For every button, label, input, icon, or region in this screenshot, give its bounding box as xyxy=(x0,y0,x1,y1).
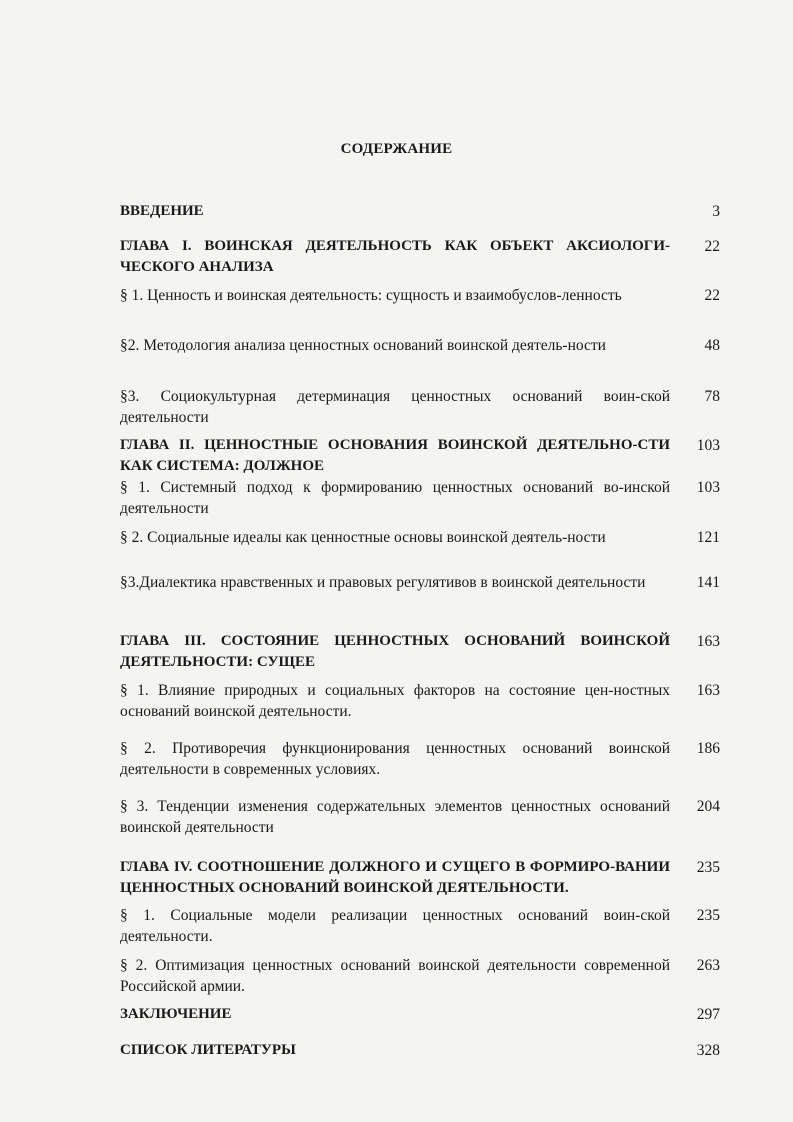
toc-page-number: 163 xyxy=(696,682,720,699)
toc-entry-text: ГЛАВА I. ВОИНСКАЯ ДЕЯТЕЛЬНОСТЬ КАК ОБЪЕКТ АКСИОЛОГИ-ЧЕСКОГО АНАЛИЗА xyxy=(120,238,670,275)
toc-entry-chapter-3 xyxy=(120,631,720,673)
toc-page-number: 235 xyxy=(696,859,720,876)
page-title: СОДЕРЖАНИЕ xyxy=(340,141,453,157)
toc-entry-text: § 3. Тенденции изменения содержательных элементов ценностных оснований воинской деятельности xyxy=(120,798,670,836)
toc-page-number: 297 xyxy=(696,1006,720,1023)
toc-entry-conclusion xyxy=(120,1004,720,1025)
toc-page-number: 328 xyxy=(696,1042,720,1059)
toc-entry-section-4-1 xyxy=(120,905,720,947)
toc-entry-text: ГЛАВА III. СОСТОЯНИЕ ЦЕННОСТНЫХ ОСНОВАНИЙ ВОИНСКОЙ ДЕЯТЕЛЬНОСТИ: СУЩЕЕ xyxy=(120,633,670,670)
toc-entry-section-2-3 xyxy=(120,572,720,593)
toc-page-number: 186 xyxy=(696,740,720,757)
toc-entry-section-1-1 xyxy=(120,285,720,306)
toc-entry-introduction xyxy=(120,201,720,222)
toc-page-number: 48 xyxy=(704,337,720,354)
toc-entry-text: § 1. Влияние природных и социальных факторов на состояние цен-ностных оснований воинской деятельности. xyxy=(120,682,670,720)
toc-entry-section-1-3 xyxy=(120,386,720,428)
toc-entry-text: §3. Социокультурная детерминация ценностных оснований воин-ской деятельности xyxy=(120,388,670,426)
toc-entry-bibliography xyxy=(120,1040,720,1061)
toc-entry-section-4-2 xyxy=(120,955,720,997)
toc-entry-text: ГЛАВА IV. СООТНОШЕНИЕ ДОЛЖНОГО И СУЩЕГО В ФОРМИРО-ВАНИИ ЦЕННОСТНЫХ ОСНОВАНИЙ ВОИНСКОЙ ДЕЯТЕЛЬНОСТИ. xyxy=(120,859,670,896)
toc-entry-section-1-2 xyxy=(120,335,720,356)
toc-page-number: 22 xyxy=(704,238,720,255)
toc-entry-chapter-4 xyxy=(120,857,720,899)
toc-entry-text: ГЛАВА II. ЦЕННОСТНЫЕ ОСНОВАНИЯ ВОИНСКОЙ ДЕЯТЕЛЬНО-СТИ КАК СИСТЕМА: ДОЛЖНОЕ xyxy=(120,437,670,474)
toc-entry-text: §3.Диалектика нравственных и правовых регулятивов в воинской деятельности xyxy=(120,574,646,591)
toc-page-number: 3 xyxy=(712,203,720,220)
toc-entry-section-3-1 xyxy=(120,680,720,722)
toc-entry-text: § 1. Системный подход к формированию ценностных оснований во-инской деятельности xyxy=(120,479,670,517)
toc-entry-text: ВВЕДЕНИЕ xyxy=(120,203,204,219)
toc-entry-section-3-2 xyxy=(120,738,720,780)
toc-entry-section-2-1 xyxy=(120,477,720,519)
toc-page-number: 78 xyxy=(704,388,720,405)
toc-entry-text: §2. Методология анализа ценностных оснований воинской деятель-ности xyxy=(120,337,606,354)
toc-page-number: 141 xyxy=(696,574,720,591)
toc-page-number: 22 xyxy=(704,287,720,304)
toc-entry-text: § 1. Социальные модели реализации ценностных оснований воин-ской деятельности. xyxy=(120,907,670,945)
toc-page-number: 121 xyxy=(696,529,720,546)
toc-page-number: 204 xyxy=(696,798,720,815)
toc-page-number: 163 xyxy=(696,633,720,650)
toc-entry-text: § 2. Оптимизация ценностных оснований воинской деятельности современной Российской армии. xyxy=(120,957,670,995)
toc-entry-text: § 2. Социальные идеалы как ценностные основы воинской деятель-ности xyxy=(120,529,606,546)
toc-entry-chapter-1 xyxy=(120,236,720,278)
toc-page-number: 103 xyxy=(696,437,720,454)
toc-page-number: 103 xyxy=(696,479,720,496)
toc-entry-text: § 1. Ценность и воинская деятельность: сущность и взаимобуслов-ленность xyxy=(120,287,622,304)
toc-page-number: 263 xyxy=(696,957,720,974)
toc-entry-section-2-2 xyxy=(120,527,720,548)
toc-page-number: 235 xyxy=(696,907,720,924)
toc-entry-text: СПИСОК ЛИТЕРАТУРЫ xyxy=(120,1042,296,1058)
toc-entry-section-3-3 xyxy=(120,796,720,838)
toc-entry-text: ЗАКЛЮЧЕНИЕ xyxy=(120,1006,232,1022)
toc-entry-text: § 2. Противоречия функционирования ценностных оснований воинской деятельности в современных условиях. xyxy=(120,740,670,778)
toc-entry-chapter-2 xyxy=(120,435,720,477)
